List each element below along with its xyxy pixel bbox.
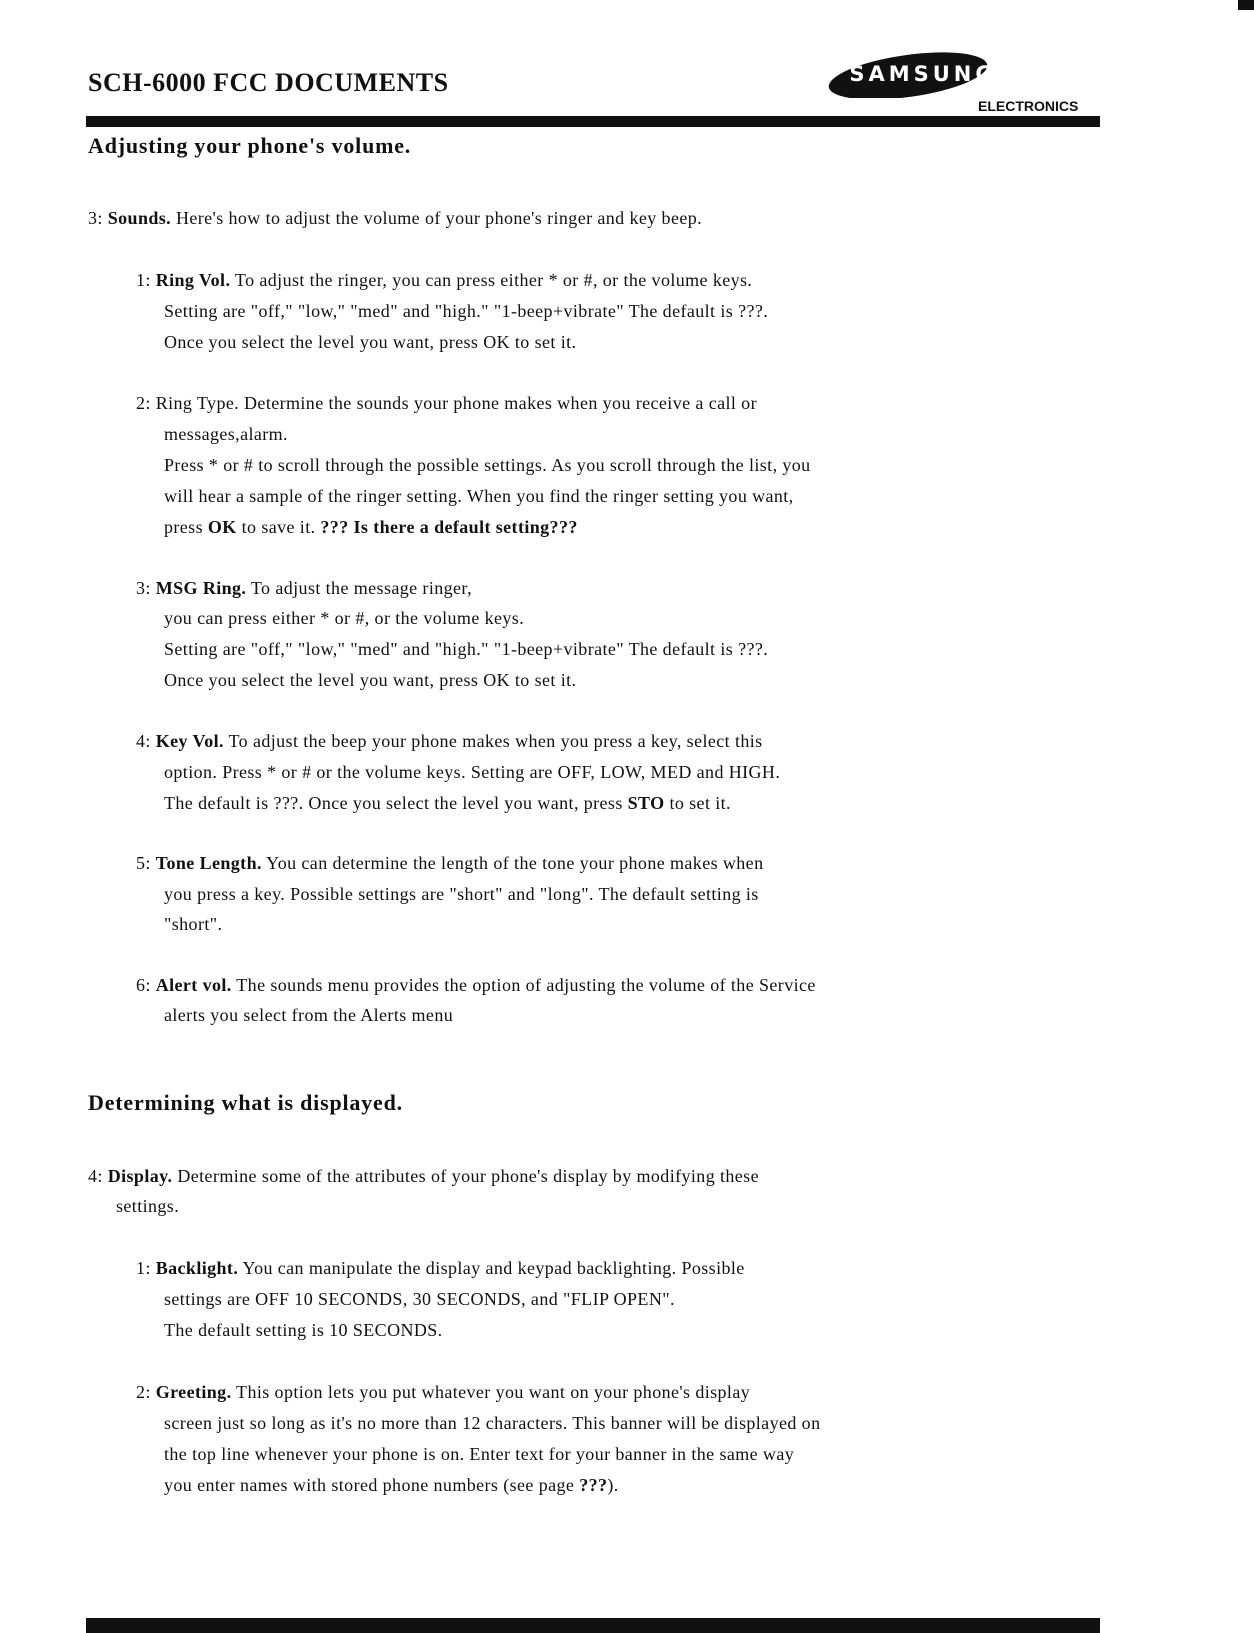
line-text: to save it. bbox=[236, 517, 321, 537]
section-heading-volume: Adjusting your phone's volume. bbox=[88, 133, 412, 158]
line-text: ). bbox=[607, 1475, 619, 1495]
item-text: The sounds menu provides the option of adjusting the volume of the Service bbox=[231, 975, 816, 995]
item-title: Tone Length. bbox=[155, 853, 262, 873]
ok-key-label: OK bbox=[207, 517, 237, 537]
item-text: Determine some of the attributes of your phone's display by modifying these bbox=[172, 1166, 759, 1186]
ring-vol-line: Setting are "off," "low," "med" and "high." "1-beep+vibrate" The default is ???. bbox=[164, 301, 769, 321]
item-number: 1: bbox=[136, 270, 151, 290]
item-number: 2: bbox=[136, 1382, 151, 1402]
line-text: The default is ???. Once you select the level you want, press bbox=[164, 793, 628, 813]
item-text: This option lets you put whatever you want on your phone's display bbox=[231, 1382, 751, 1402]
backlight-line: The default setting is 10 SECONDS. bbox=[164, 1320, 443, 1340]
item-title: Ring Vol. bbox=[155, 270, 231, 290]
greeting-line bbox=[164, 1475, 619, 1496]
item-title: Greeting. bbox=[155, 1382, 232, 1402]
logo-subtitle: ELECTRONICS bbox=[978, 98, 1079, 114]
item-text: Here's how to adjust the volume of your phone's ringer and key beep. bbox=[171, 208, 703, 228]
backlight-item bbox=[136, 1258, 745, 1279]
footer-rule bbox=[86, 1618, 1100, 1633]
ring-type-line: Press * or # to scroll through the possible settings. As you scroll through the list, you bbox=[164, 455, 811, 475]
item-text: Ring Type. Determine the sounds your phone makes when you receive a call or bbox=[155, 393, 757, 413]
ring-type-line: messages,alarm. bbox=[164, 424, 288, 444]
msg-ring-line: Once you select the level you want, press OK to set it. bbox=[164, 670, 577, 690]
item-title: Sounds. bbox=[107, 208, 172, 228]
item-number: 4: bbox=[88, 1166, 103, 1186]
key-vol-line bbox=[164, 793, 731, 814]
ring-type-line: will hear a sample of the ringer setting. When you find the ringer setting you want, bbox=[164, 486, 794, 506]
tone-length-line: "short". bbox=[164, 914, 223, 934]
ring-type-item bbox=[136, 393, 757, 414]
line-text: you enter names with stored phone numbers (see page bbox=[164, 1475, 580, 1495]
default-question: ??? Is there a default setting??? bbox=[320, 517, 578, 537]
item-number: 5: bbox=[136, 853, 151, 873]
section-heading-display: Determining what is displayed. bbox=[88, 1090, 403, 1115]
sto-key-label: STO bbox=[627, 793, 665, 813]
tone-length-item bbox=[136, 853, 763, 874]
backlight-line: settings are OFF 10 SECONDS, 30 SECONDS, and "FLIP OPEN". bbox=[164, 1289, 675, 1309]
greeting-line: screen just so long as it's no more than 12 characters. This banner will be displayed on bbox=[164, 1413, 821, 1433]
samsung-logo bbox=[828, 50, 1018, 98]
item-number: 3: bbox=[88, 208, 103, 228]
alert-vol-line: alerts you select from the Alerts menu bbox=[164, 1005, 454, 1025]
header-rule bbox=[86, 116, 1100, 127]
item-text: To adjust the ringer, you can press either * or #, or the volume keys. bbox=[230, 270, 753, 290]
greeting-line: the top line whenever your phone is on. Enter text for your banner in the same way bbox=[164, 1444, 795, 1464]
line-text: to set it. bbox=[664, 793, 731, 813]
item-number: 4: bbox=[136, 731, 151, 751]
msg-ring-line: you can press either * or #, or the volume keys. bbox=[164, 608, 525, 628]
item-text: To adjust the message ringer, bbox=[246, 578, 472, 598]
page-placeholder: ??? bbox=[579, 1475, 608, 1495]
item-title: Backlight. bbox=[155, 1258, 239, 1278]
item-number: 3: bbox=[136, 578, 151, 598]
logo-wordmark: SAMSUNG bbox=[849, 62, 997, 86]
ring-vol-item bbox=[136, 270, 752, 291]
msg-ring-line: Setting are "off," "low," "med" and "high." "1-beep+vibrate" The default is ???. bbox=[164, 639, 769, 659]
display-intro bbox=[88, 1166, 759, 1187]
document-title: SCH-6000 FCC DOCUMENTS bbox=[88, 68, 449, 97]
item-text: To adjust the beep your phone makes when you press a key, select this bbox=[223, 731, 763, 751]
item-title: Key Vol. bbox=[155, 731, 224, 751]
item-text: You can manipulate the display and keypad backlighting. Possible bbox=[238, 1258, 745, 1278]
item-number: 1: bbox=[136, 1258, 151, 1278]
msg-ring-item bbox=[136, 578, 472, 599]
sounds-intro bbox=[88, 208, 702, 229]
item-number: 2: bbox=[136, 393, 151, 413]
alert-vol-item bbox=[136, 975, 816, 996]
item-text: You can determine the length of the tone your phone makes when bbox=[261, 853, 764, 873]
item-title: Alert vol. bbox=[155, 975, 232, 995]
key-vol-item bbox=[136, 731, 763, 752]
display-intro-cont: settings. bbox=[116, 1196, 180, 1216]
item-number: 6: bbox=[136, 975, 151, 995]
key-vol-line: option. Press * or # or the volume keys. Setting are OFF, LOW, MED and HIGH. bbox=[164, 762, 781, 782]
ring-vol-line: Once you select the level you want, press OK to set it. bbox=[164, 332, 577, 352]
tone-length-line: you press a key. Possible settings are "short" and "long". The default setting is bbox=[164, 884, 759, 904]
item-title: Display. bbox=[107, 1166, 173, 1186]
item-title: MSG Ring. bbox=[155, 578, 247, 598]
greeting-item bbox=[136, 1382, 750, 1403]
line-text: press bbox=[164, 517, 208, 537]
scan-corner-mark bbox=[1238, 0, 1254, 10]
ring-type-line bbox=[164, 517, 578, 538]
